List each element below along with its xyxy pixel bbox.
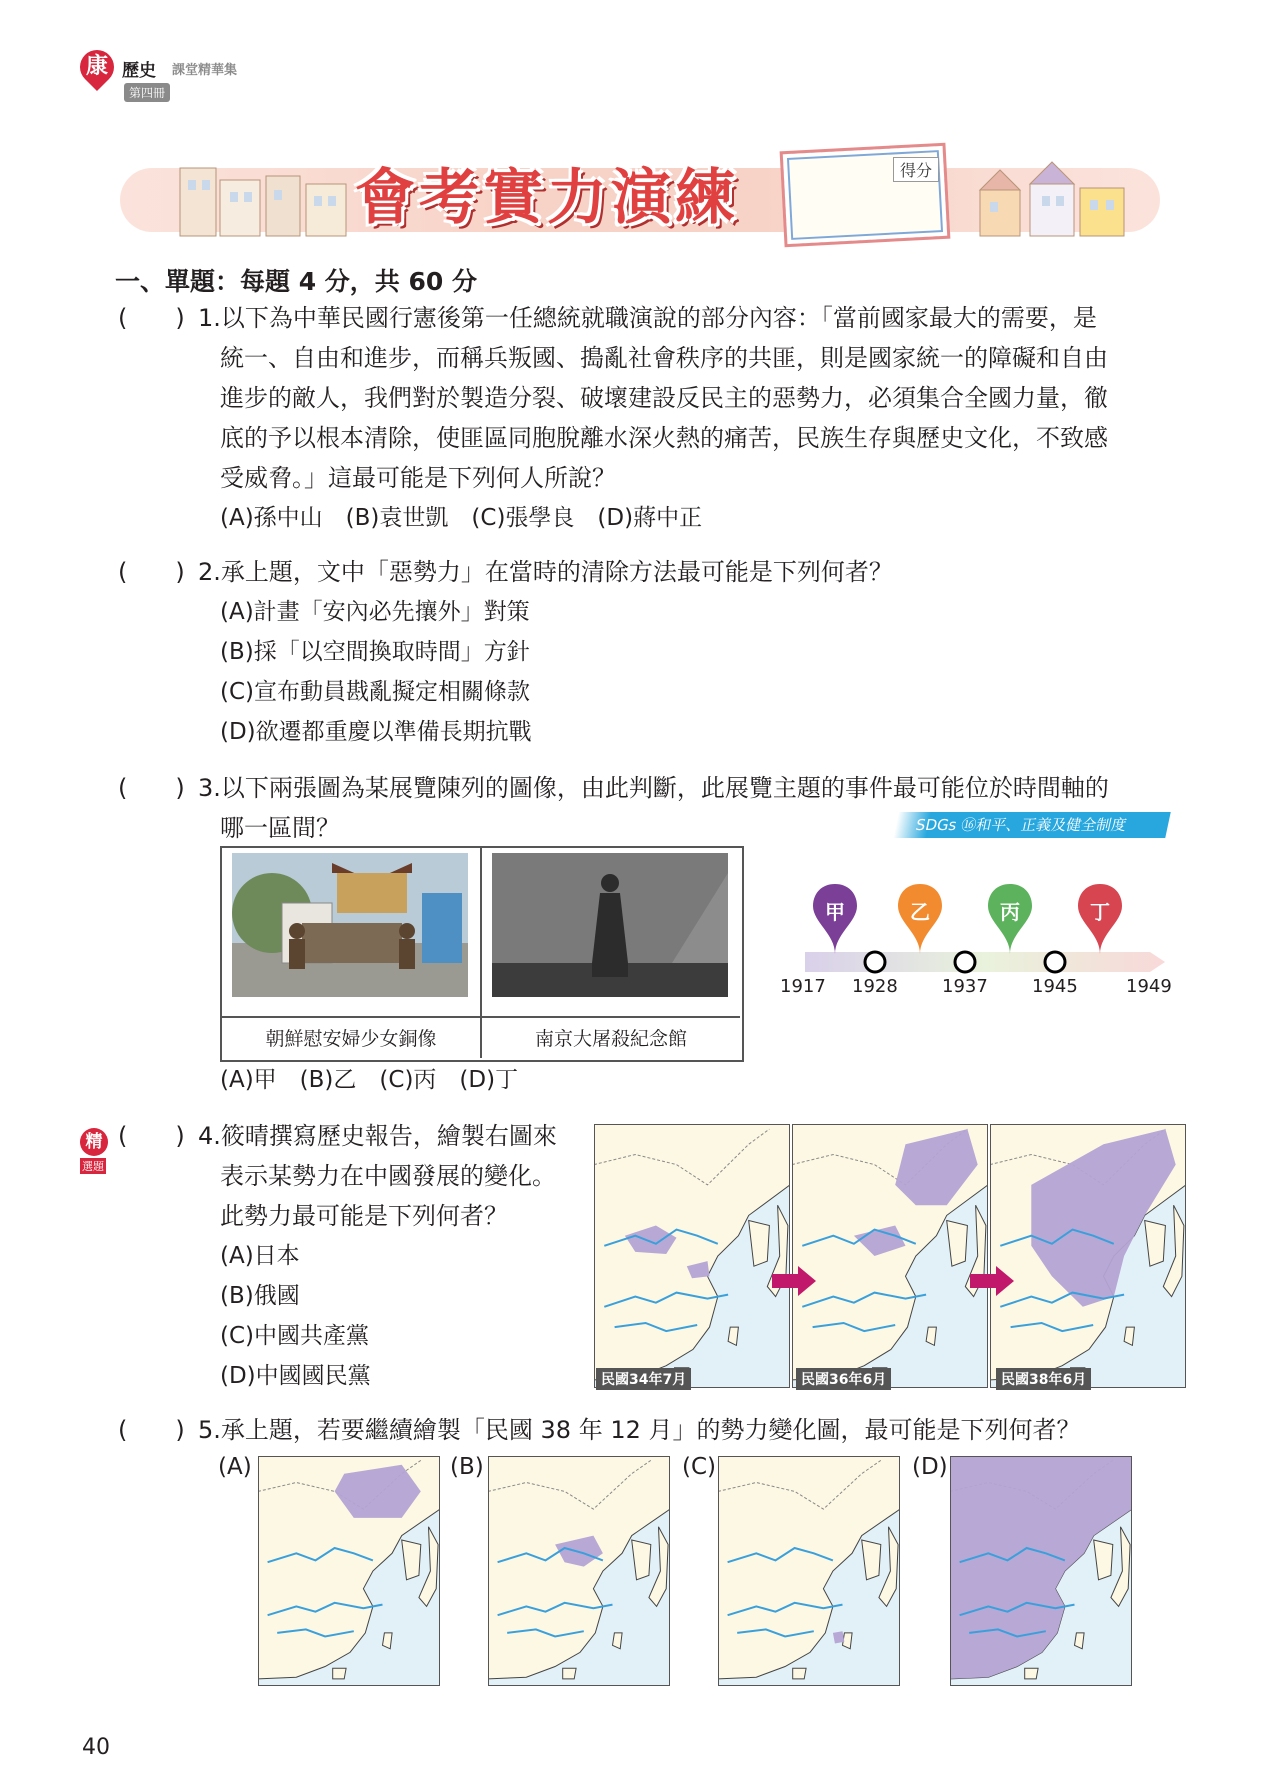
- sdg-tag: SDGs ⑯和平、正義及健全制度: [893, 812, 1171, 838]
- q3-answer-paren[interactable]: ( ): [118, 774, 185, 802]
- timeline-marker: [955, 952, 975, 972]
- q5-answer-paren[interactable]: ( ): [118, 1416, 185, 1444]
- section-title: 一、單題：每題 4 分，共 60 分: [115, 267, 478, 296]
- q2-stem: 2.承上題，文中「惡勢力」在當時的清除方法最可能是下列何者？: [198, 558, 893, 586]
- q2-option-d: (D)欲遷都重慶以準備長期抗戰: [220, 719, 532, 745]
- q5-option-c-label: (C): [682, 1454, 717, 1480]
- timeline-marker: [1045, 952, 1065, 972]
- option-c-map: [718, 1456, 900, 1686]
- timeline-marker: [865, 952, 885, 972]
- q4-option-b: (B)俄國: [220, 1283, 300, 1309]
- q4-line-3: 此勢力最可能是下列何者？: [220, 1202, 508, 1230]
- q4-line-1: 4.筱晴撰寫歷史報告，繪製右圖來: [198, 1122, 557, 1150]
- brand-volume: 第四冊: [124, 83, 170, 102]
- arrow-right-icon: [772, 1266, 816, 1296]
- q1-line-2: 統一、自由和進步，而稱兵叛國、搗亂社會秩序的共匪，則是國家統一的障礙和自由: [220, 344, 1108, 372]
- option-d-map: [950, 1456, 1132, 1686]
- photo-caption-2: 南京大屠殺紀念館: [534, 1028, 687, 1050]
- option-a-map: [258, 1456, 440, 1686]
- q3-line-2: 哪一區間？: [220, 814, 340, 842]
- map-label-3: 民國38年6月: [996, 1368, 1091, 1390]
- nanjing-memorial-photo: [492, 853, 728, 997]
- arrow-right-icon: [970, 1266, 1014, 1296]
- houses-right-illustration: [960, 150, 1160, 238]
- q4-line-2: 表示某勢力在中國發展的變化。: [220, 1162, 556, 1190]
- q4-answer-paren[interactable]: ( ): [118, 1122, 185, 1150]
- brand-logo: 康: [85, 54, 108, 79]
- q5-option-d-label: (D): [912, 1454, 948, 1480]
- q1-line-1: 1.以下為中華民國行憲後第一任總統就職演說的部分內容：「當前國家最大的需要，是: [198, 304, 1097, 332]
- banner-title: 會考實力演練: [355, 163, 739, 233]
- map-label-2: 民國36年6月: [796, 1368, 891, 1390]
- china-map-1947: [792, 1124, 988, 1388]
- china-map-1945: [594, 1124, 790, 1388]
- map-label-1: 民國34年7月: [596, 1368, 691, 1390]
- brand-series: 課堂精華集: [172, 63, 238, 78]
- featured-badge-sub: 選題: [82, 1160, 104, 1173]
- q5-option-b-label: (B): [450, 1454, 484, 1480]
- brand-subject: 歷史: [122, 61, 156, 81]
- q4-option-d: (D)中國國民黨: [220, 1363, 371, 1389]
- q1-options: (A)孫中山 (B)袁世凱 (C)張學良 (D)蔣中正: [220, 505, 703, 531]
- q4-option-c: (C)中國共產黨: [220, 1323, 370, 1349]
- timeline-pin-label: 乙: [910, 900, 930, 924]
- q2-option-b: (B)採「以空間換取時間」方針: [220, 639, 530, 665]
- timeline-pin-label: 丙: [1000, 900, 1020, 924]
- timeline-year-1917: 1917: [780, 976, 826, 997]
- q2-option-a: (A)計畫「安內必先攘外」對策: [220, 599, 530, 625]
- timeline-year-1945: 1945: [1032, 976, 1078, 997]
- q5-option-a-label: (A): [218, 1454, 252, 1480]
- q4-option-a: (A)日本: [220, 1243, 300, 1269]
- china-map-1949-june: [990, 1124, 1186, 1388]
- q1-line-5: 受威脅。」這最可能是下列何人所說？: [220, 464, 616, 492]
- q1-line-3: 進步的敵人，我們對於製造分裂、破壞建設反民主的惡勢力，必須集合全國力量，徹: [220, 384, 1108, 412]
- q1-answer-paren[interactable]: ( ): [118, 304, 185, 332]
- timeline-year-1937: 1937: [942, 976, 988, 997]
- q2-option-c: (C)宣布動員戡亂擬定相關條款: [220, 679, 531, 705]
- q3-line-1: 3.以下兩張圖為某展覽陳列的圖像，由此判斷，此展覽主題的事件最可能位於時間軸的: [198, 774, 1109, 802]
- comfort-women-statue-photo: [232, 853, 468, 997]
- score-label: 得分: [893, 157, 939, 182]
- q1-line-4: 底的予以根本清除，使匪區同胞脫離水深火熱的痛苦，民族生存與歷史文化，不致感: [220, 424, 1108, 452]
- q5-stem: 5.承上題，若要繼續繪製「民國 38 年 12 月」的勢力變化圖，最可能是下列何者？: [198, 1416, 1081, 1444]
- timeline-year-1949: 1949: [1126, 976, 1172, 997]
- timeline-pin-label: 甲: [825, 900, 845, 924]
- photo-caption-1: 朝鮮慰安婦少女銅像: [265, 1028, 437, 1050]
- timeline-pin-label: 丁: [1090, 900, 1110, 924]
- featured-badge-icon: 精: [80, 1128, 108, 1156]
- q2-answer-paren[interactable]: ( ): [118, 558, 185, 586]
- page-number: 40: [82, 1735, 110, 1760]
- timeline-year-1928: 1928: [852, 976, 898, 997]
- q3-options: (A)甲 (B)乙 (C)丙 (D)丁: [220, 1067, 519, 1093]
- option-b-map: [488, 1456, 670, 1686]
